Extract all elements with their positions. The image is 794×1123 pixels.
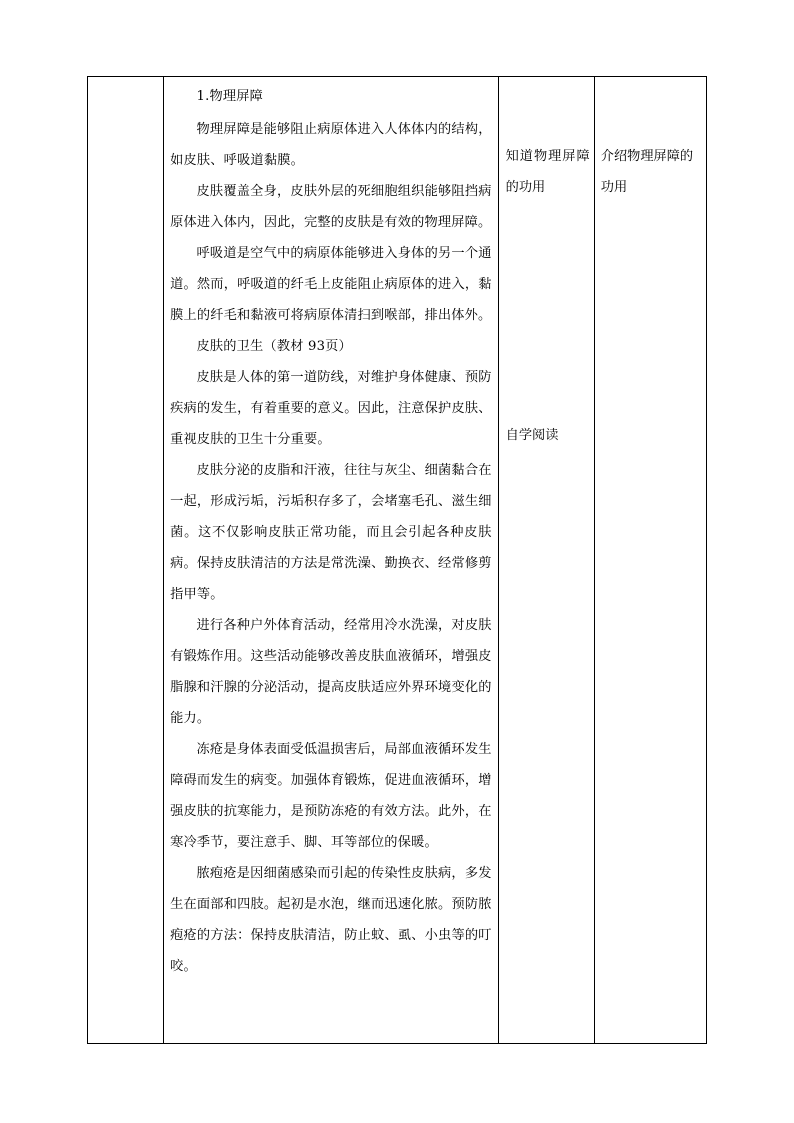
content-cell	[164, 77, 499, 1044]
paragraph: 皮肤是人体的第一道防线，对维护身体健康、预防疾病的发生，有着重要的意义。因此，注意保护皮肤、重视皮肤的卫生十分重要。	[170, 370, 492, 447]
objective-text: 知道物理屏障的功用	[505, 149, 590, 195]
paragraph: 物理屏障是能够阻止病原体进入人体体内的结构，如皮肤、呼吸道黏膜。	[170, 122, 492, 168]
reading-method-text: 自学阅读	[505, 428, 559, 443]
paragraph: 冻疮是身体表面受低温损害后，局部血液循环发生障碍而发生的病变。加强体育锻炼，促进血液循环，增强皮肤的抗寒能力，是预防冻疮的有效方法。此外，在寒冷季节，要注意手、脚、耳等部位的保暖。	[170, 742, 492, 850]
objective-cell	[498, 77, 594, 1044]
subheading: 皮肤的卫生（教材 93页）	[196, 339, 352, 354]
paragraph: 呼吸道是空气中的病原体能够进入身体的另一个通道。然而，呼吸道的纤毛上皮能阻止病原体的进入，黏膜上的纤毛和黏液可将病原体清扫到喉部，排出体外。	[170, 246, 492, 323]
paragraph: 脓疱疮是因细菌感染而引起的传染性皮肤病，多发生在面部和四肢。起初是水泡，继而迅速化脓。预防脓疱疮的方法：保持皮肤清洁，防止蚊、虱、小虫等的叮咬。	[170, 866, 492, 974]
paragraph: 皮肤分泌的皮脂和汗液，往往与灰尘、细菌黏合在一起，形成污垢，污垢积存多了，会堵塞毛孔、滋生细菌。这不仅影响皮肤正常功能，而且会引起各种皮肤病。保持皮肤清洁的方法是常洗澡、勤换衣、经常修剪指甲等。	[170, 463, 492, 602]
activity-cell	[594, 77, 706, 1044]
lesson-table	[87, 76, 707, 1044]
table-row	[88, 77, 707, 1044]
blank-cell	[88, 77, 164, 1044]
paragraph: 进行各种户外体育活动，经常用冷水洗澡，对皮肤有锻炼作用。这些活动能够改善皮肤血液循环，增强皮脂腺和汗腺的分泌活动，提高皮肤适应外界环境变化的能力。	[170, 618, 492, 726]
paragraph: 皮肤覆盖全身，皮肤外层的死细胞组织能够阻挡病原体进入体内，因此，完整的皮肤是有效的物理屏障。	[170, 184, 492, 230]
section-heading: 1.物理屏障	[196, 89, 264, 104]
activity-text: 介绍物理屏障的功用	[600, 149, 694, 195]
